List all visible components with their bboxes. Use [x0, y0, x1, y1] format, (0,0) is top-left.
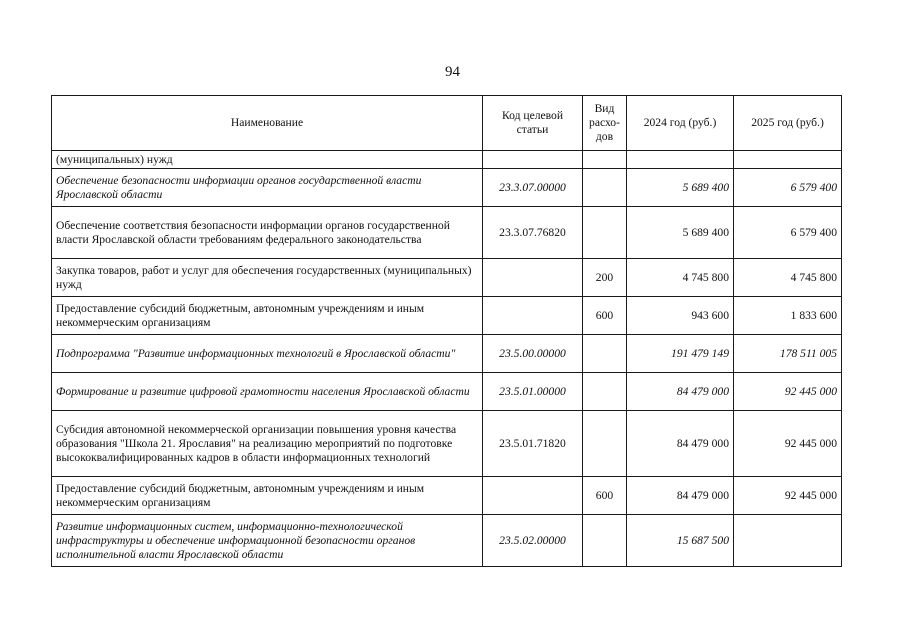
row-code — [483, 297, 583, 335]
page-number: 94 — [445, 64, 460, 80]
row-2025 — [734, 151, 842, 169]
row-2024: 4 745 800 — [627, 259, 734, 297]
row-code: 23.3.07.76820 — [483, 207, 583, 259]
header-2025: 2025 год (руб.) — [734, 96, 842, 151]
row-2024: 5 689 400 — [627, 207, 734, 259]
row-2025: 6 579 400 — [734, 207, 842, 259]
row-2024: 15 687 500 — [627, 515, 734, 567]
row-2024: 84 479 000 — [627, 411, 734, 477]
table-row — [52, 477, 842, 515]
row-2025: 1 833 600 — [734, 297, 842, 335]
row-name: Подпрограмма "Развитие информационных технологий в Ярославской области" — [52, 335, 483, 373]
row-type — [583, 207, 627, 259]
row-name: Закупка товаров, работ и услуг для обеспечения государственных (муниципальных) нужд — [52, 259, 483, 297]
table-row — [52, 169, 842, 207]
row-type — [583, 335, 627, 373]
row-type — [583, 515, 627, 567]
header-code: Код целевой статьи — [483, 96, 583, 151]
row-code: 23.5.01.00000 — [483, 373, 583, 411]
budget-table — [51, 95, 842, 567]
row-2024 — [627, 151, 734, 169]
row-type — [583, 373, 627, 411]
row-2025: 6 579 400 — [734, 169, 842, 207]
row-2024: 84 479 000 — [627, 477, 734, 515]
row-name: Обеспечение безопасности информации органов государственной власти Ярославской области — [52, 169, 483, 207]
table-row — [52, 515, 842, 567]
header-2024: 2024 год (руб.) — [627, 96, 734, 151]
row-type: 200 — [583, 259, 627, 297]
row-2025: 92 445 000 — [734, 373, 842, 411]
row-type: 600 — [583, 477, 627, 515]
row-code — [483, 151, 583, 169]
row-type — [583, 411, 627, 477]
row-2025: 92 445 000 — [734, 477, 842, 515]
row-name: Предоставление субсидий бюджетным, автономным учреждениям и иным некоммерческим организациям — [52, 477, 483, 515]
row-2024: 191 479 149 — [627, 335, 734, 373]
table-row — [52, 297, 842, 335]
table-row — [52, 259, 842, 297]
header-type: Вид расхо-дов — [583, 96, 627, 151]
row-name: (муниципальных) нужд — [52, 151, 483, 169]
row-type — [583, 169, 627, 207]
table-row — [52, 411, 842, 477]
row-code: 23.5.01.71820 — [483, 411, 583, 477]
table-row — [52, 207, 842, 259]
table-row — [52, 373, 842, 411]
header-name: Наименование — [52, 96, 483, 151]
row-name: Предоставление субсидий бюджетным, автономным учреждениям и иным некоммерческим организациям — [52, 297, 483, 335]
row-type: 600 — [583, 297, 627, 335]
row-name: Развитие информационных систем, информационно-технологической инфраструктуры и обеспечение информационной безопасности органов исполнительной власти Ярославской области — [52, 515, 483, 567]
row-name: Формирование и развитие цифровой грамотности населения Ярославской области — [52, 373, 483, 411]
row-2025 — [734, 515, 842, 567]
header-row — [52, 96, 842, 151]
row-2025: 92 445 000 — [734, 411, 842, 477]
row-code: 23.5.02.00000 — [483, 515, 583, 567]
row-name: Субсидия автономной некоммерческой организации повышения уровня качества образования "Школа 21. Ярославия" на реализацию мероприятий по подготовке высококвалифицированных кадров в области информационных технологий — [52, 411, 483, 477]
row-name: Обеспечение соответствия безопасности информации органов государственной власти Ярославской области требованиям федерального законодательства — [52, 207, 483, 259]
row-2025: 4 745 800 — [734, 259, 842, 297]
row-2024: 5 689 400 — [627, 169, 734, 207]
row-2024: 84 479 000 — [627, 373, 734, 411]
row-type — [583, 151, 627, 169]
row-code: 23.3.07.00000 — [483, 169, 583, 207]
table-row — [52, 151, 842, 169]
row-code — [483, 259, 583, 297]
row-code — [483, 477, 583, 515]
row-2025: 178 511 005 — [734, 335, 842, 373]
table-row — [52, 335, 842, 373]
row-code: 23.5.00.00000 — [483, 335, 583, 373]
row-2024: 943 600 — [627, 297, 734, 335]
